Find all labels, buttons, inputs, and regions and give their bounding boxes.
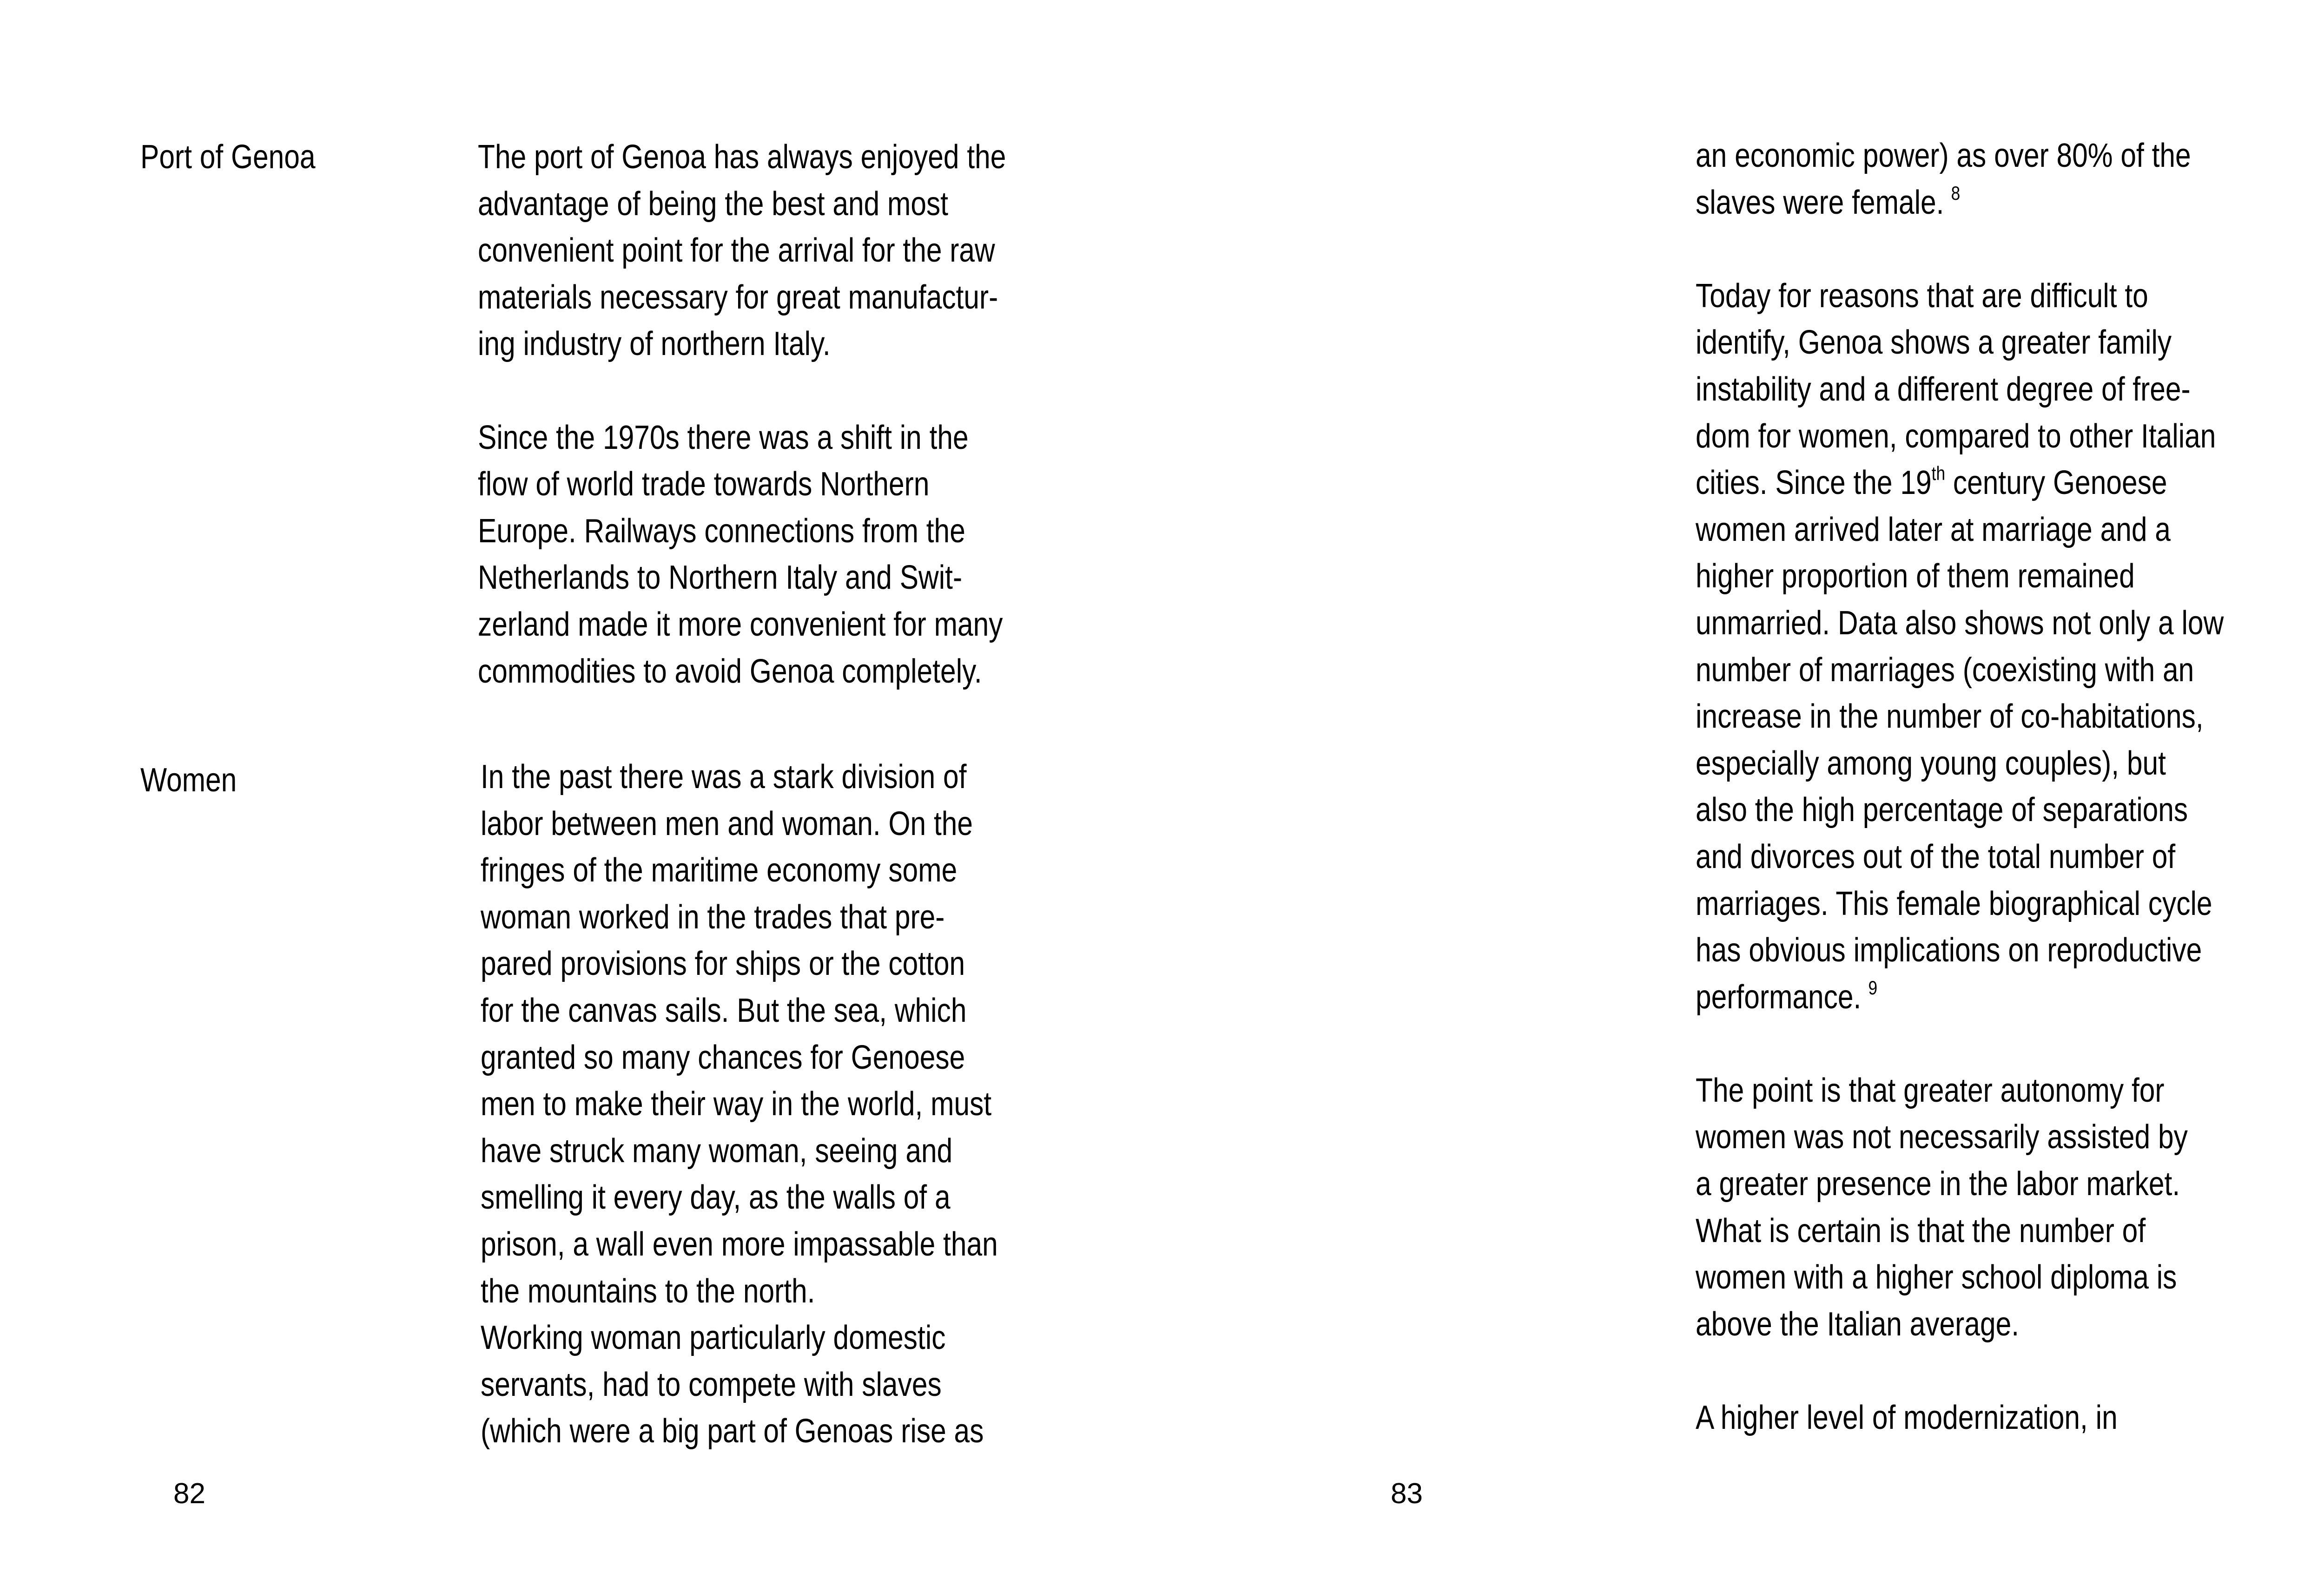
line-text: A higher level of modernization, in xyxy=(1696,1399,2118,1437)
line-text: unmarried. Data also shows not only a low xyxy=(1696,604,2224,642)
line-text: and divorces out of the total number of xyxy=(1696,838,2176,875)
line-text: What is certain is that the number of xyxy=(1696,1212,2146,1249)
text-line: In the past there was a stark division of xyxy=(481,758,967,796)
text-line: smelling it every day, as the walls of a xyxy=(481,1179,951,1216)
line-text: also the high percentage of separations xyxy=(1696,791,2188,829)
line-text: women with a higher school diploma is xyxy=(1696,1259,2177,1296)
line-text: cities. Since the 19 xyxy=(1696,464,1932,502)
text-line: labor between men and woman. On the xyxy=(481,805,973,842)
text-line xyxy=(1696,1114,2224,1161)
text-line: zerland made it more convenient for many xyxy=(478,605,1003,643)
line-text: marriages. This female biographical cycle xyxy=(1696,885,2212,922)
line-text: identify, Genoa shows a greater family xyxy=(1696,324,2172,362)
text-line: have struck many woman, seeing and xyxy=(481,1132,953,1170)
text-line: for the canvas sails. But the sea, which xyxy=(481,992,967,1029)
text-line: the mountains to the north. xyxy=(481,1272,815,1310)
text-line xyxy=(1696,506,2224,553)
text-line xyxy=(1696,1254,2224,1301)
line-text: higher proportion of them remained xyxy=(1696,558,2135,595)
text-line: flow of world trade towards Northern xyxy=(478,466,930,503)
text-line xyxy=(1696,1161,2224,1208)
text-line: materials necessary for great manufactur- xyxy=(478,278,998,316)
footnote-marker: 9 xyxy=(1868,976,1878,999)
text-line xyxy=(1696,647,2224,694)
text-line: The port of Genoa has always enjoyed the xyxy=(478,138,1006,176)
text-line xyxy=(1696,366,2224,413)
text-line: Working woman particularly domestic xyxy=(481,1319,946,1357)
text-line xyxy=(1696,1301,2224,1348)
text-line xyxy=(1696,1208,2224,1255)
text-line: commodities to avoid Genoa completely. xyxy=(478,652,982,690)
right-page xyxy=(1208,0,2324,1578)
text-line: (which were a big part of Genoas rise as xyxy=(481,1413,984,1450)
paragraph-gap xyxy=(478,368,1006,414)
text-line xyxy=(1696,974,2224,1021)
line-text: women arrived later at marriage and a xyxy=(1696,511,2171,548)
page-number-right: 83 xyxy=(1391,1478,1423,1510)
line-text: has obvious implications on reproductive xyxy=(1696,932,2202,969)
line-text: a greater presence in the labor market. xyxy=(1696,1165,2180,1203)
text-line xyxy=(1696,460,2224,506)
text-line: men to make their way in the world, must xyxy=(481,1085,992,1123)
line-text: increase in the number of co-habitations, xyxy=(1696,698,2204,736)
right-page-text xyxy=(1696,132,2224,1441)
ordinal-superscript: th xyxy=(1931,462,1946,485)
line-text: women was not necessarily assisted by xyxy=(1696,1118,2188,1156)
text-line xyxy=(1696,600,2224,647)
text-line xyxy=(1696,834,2224,881)
line-text: instability and a different degree of free- xyxy=(1696,370,2191,408)
paragraph-gap xyxy=(1696,1020,2224,1067)
footnote-marker: 8 xyxy=(1951,182,1961,204)
line-text: Today for reasons that are difficult to xyxy=(1696,277,2148,315)
line-text: The point is that greater autonomy for xyxy=(1696,1072,2165,1109)
line-text: number of marriages (coexisting with an xyxy=(1696,651,2194,689)
text-line xyxy=(1696,881,2224,927)
line-text: dom for women, compared to other Italian xyxy=(1696,417,2216,455)
paragraph-gap xyxy=(1696,1348,2224,1394)
text-line xyxy=(1696,273,2224,320)
line-text: performance. xyxy=(1696,978,1862,1016)
text-line xyxy=(1696,179,2224,226)
text-line: prison, a wall even more impassable than xyxy=(481,1225,998,1263)
line-text: an economic power) as over 80% of the xyxy=(1696,137,2191,174)
page-number-left: 82 xyxy=(173,1478,205,1510)
text-line: advantage of being the best and most xyxy=(478,185,949,223)
paragraph-gap xyxy=(1696,226,2224,273)
text-line xyxy=(1696,553,2224,600)
text-line: pared provisions for ships or the cotton xyxy=(481,945,965,983)
text-line xyxy=(1696,413,2224,460)
text-line xyxy=(1696,927,2224,974)
text-line xyxy=(1696,693,2224,740)
line-text-after: century Genoese xyxy=(1945,464,2167,502)
line-text: slaves were female. xyxy=(1696,184,1944,221)
women-text xyxy=(481,754,998,1455)
text-line: Europe. Railways connections from the xyxy=(478,512,965,550)
text-line: woman worked in the trades that pre- xyxy=(481,898,945,936)
text-line xyxy=(1696,319,2224,366)
line-text: above the Italian average. xyxy=(1696,1305,2020,1343)
text-line: convenient point for the arrival for the raw xyxy=(478,232,995,270)
text-line: Netherlands to Northern Italy and Swit- xyxy=(478,559,963,597)
text-line: servants, had to compete with slaves xyxy=(481,1366,942,1403)
text-line xyxy=(1696,1394,2224,1441)
text-line xyxy=(1696,132,2224,179)
section-label-port-of-genoa: Port of Genoa xyxy=(140,138,316,176)
port-of-genoa-text xyxy=(478,134,1006,695)
text-line: fringes of the maritime economy some xyxy=(481,852,957,889)
text-line: Since the 1970s there was a shift in the xyxy=(478,419,969,456)
text-line: granted so many chances for Genoese xyxy=(481,1039,965,1076)
text-line: ing industry of northern Italy. xyxy=(478,325,831,363)
text-line xyxy=(1696,1067,2224,1114)
line-text: especially among young couples), but xyxy=(1696,744,2166,782)
section-label-women: Women xyxy=(140,762,237,799)
text-line xyxy=(1696,740,2224,787)
text-line xyxy=(1696,787,2224,834)
